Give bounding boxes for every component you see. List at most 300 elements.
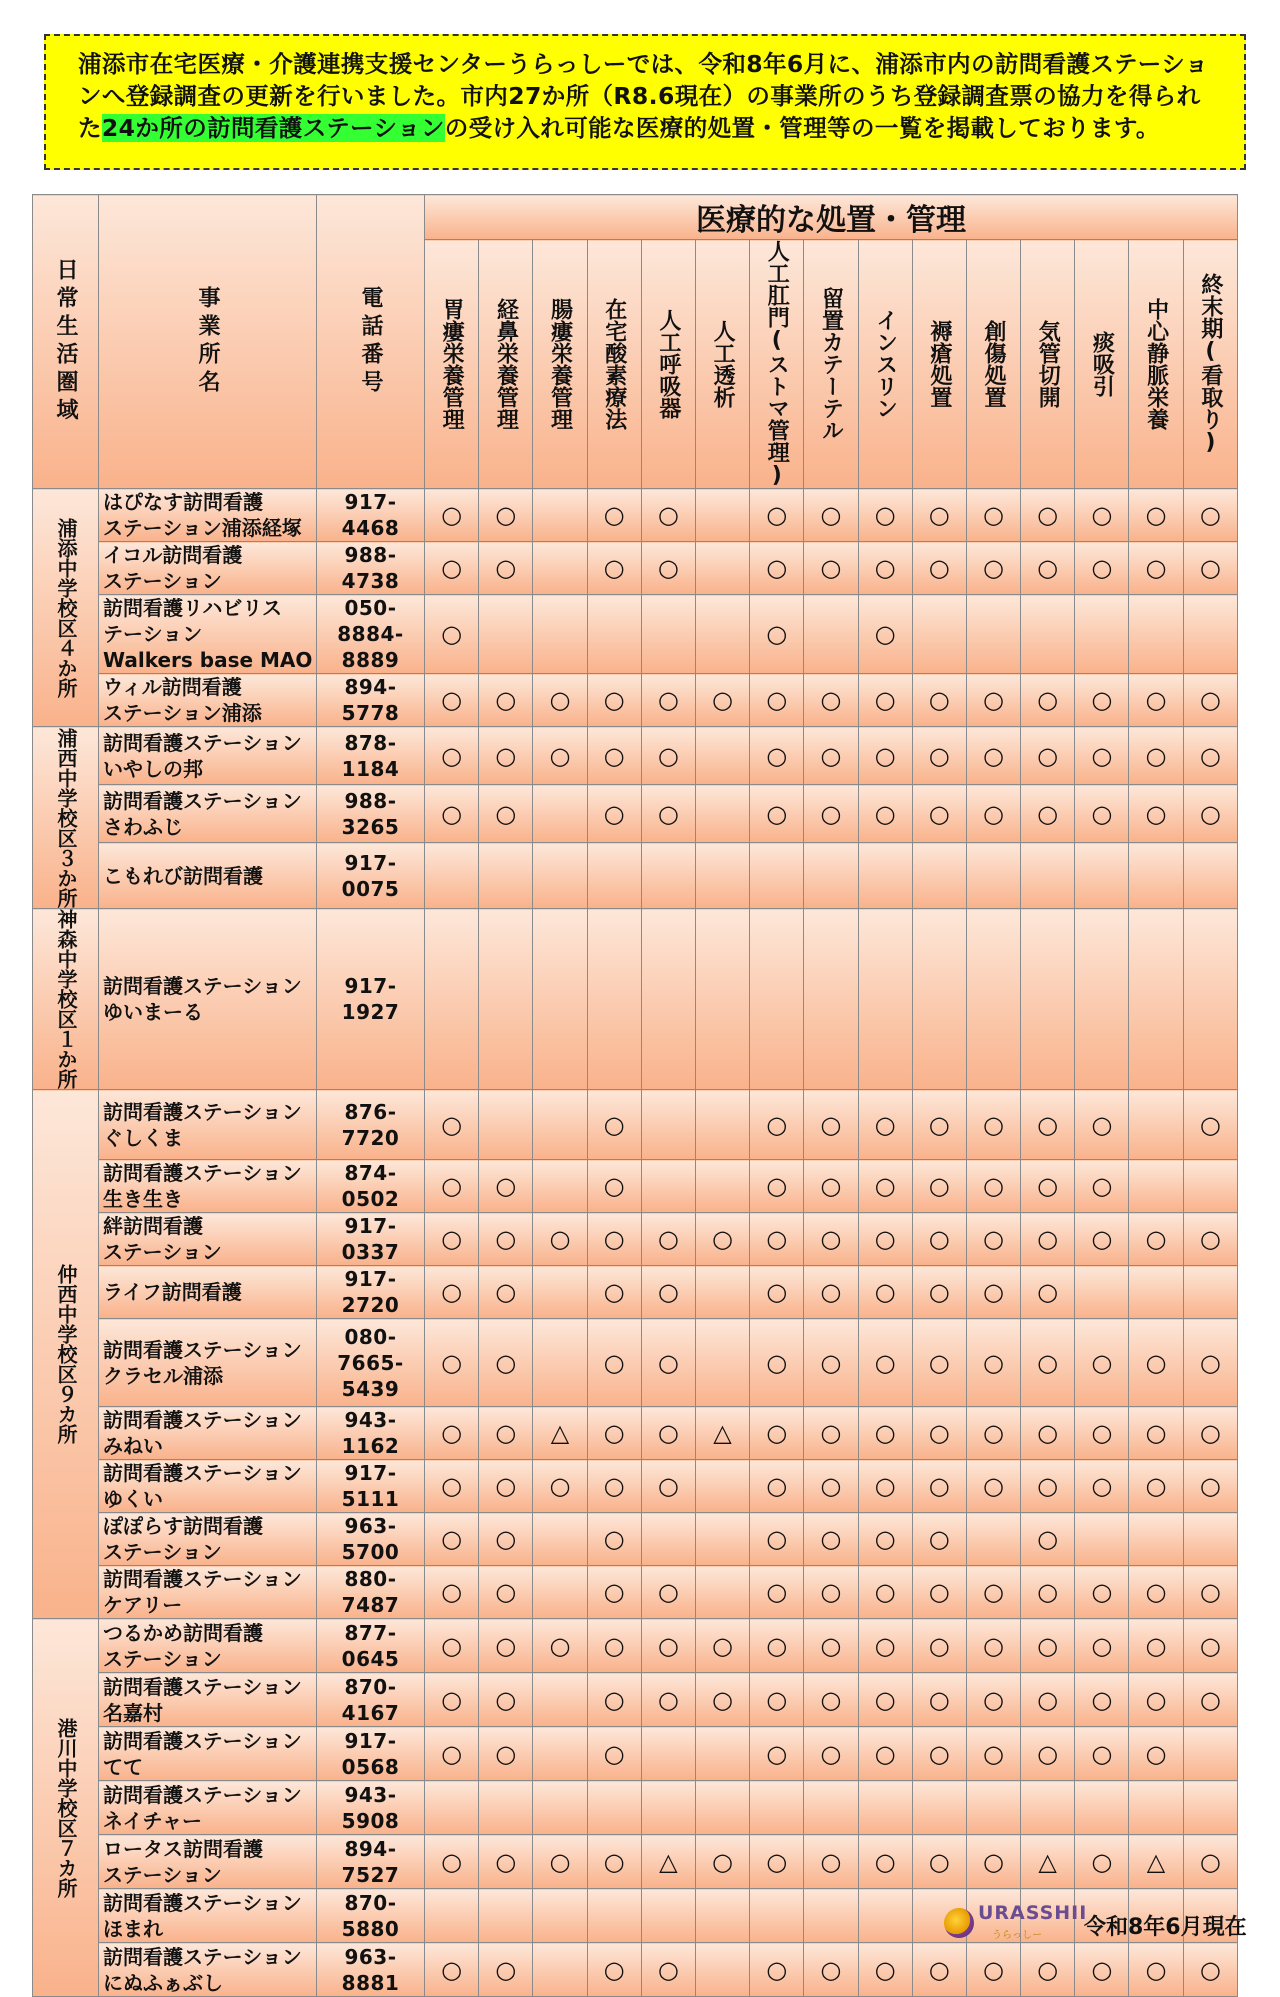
procedure-mark-cell <box>695 1781 749 1835</box>
area-cell: 港川中学校区７カ所 <box>33 1619 99 1997</box>
procedure-mark-cell <box>966 843 1020 909</box>
area-cell: 仲西中学校区９カ所 <box>33 1090 99 1619</box>
procedure-mark-cell <box>641 1889 695 1943</box>
procedure-mark-cell <box>1129 1266 1183 1319</box>
phone-cell <box>317 843 425 909</box>
procedure-mark-cell: ○ <box>479 1943 533 1997</box>
procedure-mark-cell: ○ <box>479 1460 533 1513</box>
procedure-mark-cell: ○ <box>858 1160 912 1213</box>
procedure-mark-cell: ○ <box>1021 1319 1075 1407</box>
procedure-mark-cell: ○ <box>641 785 695 843</box>
procedure-mark-cell <box>695 843 749 909</box>
procedure-mark-cell: ○ <box>1075 542 1129 595</box>
procedure-mark-cell: ○ <box>966 1566 1020 1619</box>
procedure-mark-cell: ○ <box>966 1407 1020 1460</box>
office-name-line: はぴなす訪問看護 <box>103 490 263 514</box>
office-name-line: ぽぽらす訪問看護 <box>103 1514 263 1538</box>
procedure-mark-cell <box>695 1266 749 1319</box>
office-name-line: 訪問看護ステーション <box>103 1461 302 1485</box>
procedure-mark-cell: ○ <box>1183 1460 1237 1513</box>
procedure-mark-cell: ○ <box>425 1673 479 1727</box>
procedure-mark-cell <box>966 1513 1020 1566</box>
procedure-mark-cell: ○ <box>425 1213 479 1266</box>
phone-cell <box>317 1319 425 1407</box>
phone-cell <box>317 727 425 785</box>
procedure-mark-cell <box>858 1889 912 1943</box>
procedure-mark-cell: ○ <box>966 727 1020 785</box>
procedure-mark-cell: ○ <box>1075 1673 1129 1727</box>
procedure-mark-cell: ○ <box>804 489 858 542</box>
office-name-line: ステーション浦添 <box>103 701 262 725</box>
procedure-mark-cell: ○ <box>1021 1566 1075 1619</box>
procedure-header: 経鼻栄養管理 <box>479 240 533 489</box>
table-row <box>33 1266 1238 1319</box>
procedure-mark-cell: ○ <box>587 1319 641 1407</box>
procedure-mark-cell: ○ <box>1129 1943 1183 1997</box>
phone-cell <box>317 1727 425 1781</box>
office-name-line: イコル訪問看護 <box>103 543 243 567</box>
procedure-mark-cell: ○ <box>858 727 912 785</box>
procedure-mark-cell: ○ <box>912 1213 966 1266</box>
office-name-line: 訪問看護ステーション <box>103 730 302 755</box>
procedure-mark-cell: ○ <box>966 674 1020 727</box>
office-name-cell <box>99 1407 317 1460</box>
office-name-line: つるかめ訪問看護 <box>103 1620 263 1645</box>
procedure-mark-cell: ○ <box>587 1727 641 1781</box>
procedure-mark-cell: ○ <box>804 1619 858 1673</box>
procedure-mark-cell: ○ <box>479 1566 533 1619</box>
table-row <box>33 1943 1238 1997</box>
phone-cell <box>317 1407 425 1460</box>
procedure-mark-cell: ○ <box>858 1319 912 1407</box>
procedure-mark-cell: ○ <box>695 674 749 727</box>
procedure-mark-cell: ○ <box>479 1727 533 1781</box>
procedure-mark-cell: ○ <box>587 489 641 542</box>
procedure-mark-cell: ○ <box>912 1513 966 1566</box>
procedure-mark-cell <box>533 1266 587 1319</box>
procedure-mark-cell <box>533 1513 587 1566</box>
procedure-mark-cell <box>1183 843 1237 909</box>
procedure-mark-cell <box>1183 909 1237 1090</box>
procedure-mark-cell: ○ <box>425 1835 479 1889</box>
procedure-mark-cell: ○ <box>1021 1407 1075 1460</box>
procedure-mark-cell <box>533 1319 587 1407</box>
procedure-mark-cell <box>641 1781 695 1835</box>
table-row <box>33 1566 1238 1619</box>
procedure-mark-cell <box>1129 1513 1183 1566</box>
procedure-mark-cell: ○ <box>1183 674 1237 727</box>
procedure-mark-cell <box>750 1889 804 1943</box>
office-name-line: 訪問看護リハビリス <box>103 596 282 620</box>
procedure-mark-cell <box>533 1090 587 1160</box>
procedure-mark-cell: ○ <box>1129 785 1183 843</box>
phone-line: 877-0645 <box>341 1620 400 1671</box>
procedure-mark-cell: ○ <box>1075 785 1129 843</box>
procedure-mark-cell <box>695 1319 749 1407</box>
procedure-mark-cell: ○ <box>804 1319 858 1407</box>
procedure-mark-cell <box>1021 843 1075 909</box>
office-name-cell <box>99 1943 317 1997</box>
phone-cell <box>317 1460 425 1513</box>
procedure-mark-cell <box>533 1673 587 1727</box>
procedure-mark-cell <box>695 1566 749 1619</box>
procedure-mark-cell: ○ <box>1183 489 1237 542</box>
procedure-mark-cell: ○ <box>912 674 966 727</box>
office-name-cell <box>99 1319 317 1407</box>
office-name-line: 絆訪問看護 <box>103 1214 203 1238</box>
procedure-mark-cell: ○ <box>912 1460 966 1513</box>
procedure-mark-cell: ○ <box>479 542 533 595</box>
phone-cell <box>317 1835 425 1889</box>
logo-mark-icon <box>944 1908 974 1938</box>
phone-line: 943-1162 <box>341 1408 400 1458</box>
procedure-mark-cell: ○ <box>587 785 641 843</box>
procedure-mark-cell: ○ <box>858 674 912 727</box>
procedure-mark-cell: ○ <box>425 674 479 727</box>
procedure-mark-cell: ○ <box>425 489 479 542</box>
procedure-mark-cell: ○ <box>587 1407 641 1460</box>
office-name-line: いやしの邦 <box>103 756 203 781</box>
procedure-mark-cell: ○ <box>750 1160 804 1213</box>
office-name-line: ネイチャー <box>103 1808 202 1833</box>
procedure-mark-cell: ○ <box>587 1266 641 1319</box>
procedure-mark-cell: ○ <box>479 1266 533 1319</box>
procedure-mark-cell: ○ <box>750 1727 804 1781</box>
procedure-mark-cell: ○ <box>750 727 804 785</box>
procedure-mark-cell: ○ <box>804 674 858 727</box>
phone-line: 917-0568 <box>341 1728 400 1779</box>
procedure-mark-cell: ○ <box>425 727 479 785</box>
office-name-line: ゆくい <box>103 1487 163 1511</box>
procedure-mark-cell <box>533 1781 587 1835</box>
table-row <box>33 674 1238 727</box>
procedure-mark-cell <box>695 542 749 595</box>
office-name-cell <box>99 1266 317 1319</box>
procedure-mark-cell: ○ <box>858 1943 912 1997</box>
procedure-mark-cell <box>533 1727 587 1781</box>
procedure-mark-cell: ○ <box>425 1727 479 1781</box>
procedure-mark-cell: ○ <box>533 1619 587 1673</box>
phone-line: 050- <box>344 596 397 620</box>
procedure-mark-cell <box>858 1781 912 1835</box>
procedure-mark-cell: ○ <box>858 489 912 542</box>
procedure-mark-cell <box>1075 909 1129 1090</box>
office-name-line: さわふじ <box>103 814 183 839</box>
table-row <box>33 785 1238 843</box>
office-name-line: ゆいまーる <box>103 1000 203 1024</box>
procedure-mark-cell: ○ <box>1129 1566 1183 1619</box>
office-name-line: ステーション <box>103 1862 222 1887</box>
procedure-mark-cell: ○ <box>1075 1407 1129 1460</box>
procedure-mark-cell: ○ <box>966 1460 1020 1513</box>
phone-cell <box>317 542 425 595</box>
phone-line: 963-8881 <box>341 1944 400 1995</box>
phone-cell <box>317 1090 425 1160</box>
procedure-mark-cell: ○ <box>587 1673 641 1727</box>
table-row <box>33 1460 1238 1513</box>
procedure-mark-cell: ○ <box>1129 1407 1183 1460</box>
procedure-mark-cell: ○ <box>695 1619 749 1673</box>
procedure-mark-cell <box>1129 1160 1183 1213</box>
phone-cell <box>317 909 425 1090</box>
procedure-mark-cell: ○ <box>750 542 804 595</box>
procedure-mark-cell: ○ <box>1021 1673 1075 1727</box>
procedure-mark-cell: ○ <box>1075 1619 1129 1673</box>
procedure-header: 褥瘡処置 <box>912 240 966 489</box>
procedure-mark-cell: ○ <box>1183 1943 1237 1997</box>
procedure-header: 創傷処置 <box>966 240 1020 489</box>
procedure-mark-cell: ○ <box>912 1673 966 1727</box>
procedure-mark-cell <box>1075 595 1129 674</box>
procedure-mark-cell: ○ <box>750 1566 804 1619</box>
office-name-line: 訪問看護ステーション <box>103 1728 302 1753</box>
procedure-mark-cell: ○ <box>587 1213 641 1266</box>
phone-cell <box>317 1889 425 1943</box>
office-name-cell <box>99 1673 317 1727</box>
procedure-mark-cell: ○ <box>804 1835 858 1889</box>
procedure-mark-cell <box>425 909 479 1090</box>
procedure-mark-cell: ○ <box>587 674 641 727</box>
procedure-mark-cell: ○ <box>858 542 912 595</box>
procedure-mark-cell: ○ <box>1129 1319 1183 1407</box>
procedure-mark-cell: ○ <box>966 542 1020 595</box>
procedure-mark-cell: ○ <box>641 727 695 785</box>
procedure-header: 中心静脈栄養 <box>1129 240 1183 489</box>
procedure-mark-cell: ○ <box>533 1213 587 1266</box>
procedure-mark-cell: ○ <box>912 1835 966 1889</box>
procedure-mark-cell: ○ <box>1021 1619 1075 1673</box>
procedure-mark-cell: ○ <box>912 1727 966 1781</box>
procedure-mark-cell <box>912 1781 966 1835</box>
procedure-mark-cell: ○ <box>750 1090 804 1160</box>
procedure-mark-cell: ○ <box>858 1513 912 1566</box>
procedure-mark-cell: ○ <box>587 1943 641 1997</box>
as-of-date: 令和8年6月現在 <box>1084 1915 1247 1940</box>
procedure-mark-cell <box>858 843 912 909</box>
procedure-mark-cell: ○ <box>1129 1673 1183 1727</box>
office-name-cell <box>99 1460 317 1513</box>
procedure-mark-cell: ○ <box>479 1213 533 1266</box>
procedure-mark-cell <box>1183 1160 1237 1213</box>
procedure-mark-cell <box>804 1781 858 1835</box>
procedure-mark-cell: ○ <box>1129 1460 1183 1513</box>
notice-text-before: 浦添市在宅医療・介護連携支援センターうらっしーでは、令和8年6月に、浦添市内の訪問看護ステーションへ登録調査の更新を行いました。市内27か所（R8.6現在）の事業所のうち登録調査票の協力を得られた <box>78 50 1209 142</box>
procedure-mark-cell <box>1129 909 1183 1090</box>
procedure-mark-cell: △ <box>641 1835 695 1889</box>
procedure-mark-cell: ○ <box>479 1513 533 1566</box>
procedure-mark-cell: ○ <box>804 1090 858 1160</box>
procedure-mark-cell: △ <box>1129 1835 1183 1889</box>
procedure-mark-cell: ○ <box>1075 1943 1129 1997</box>
table-row <box>33 1090 1238 1160</box>
table-row <box>33 1213 1238 1266</box>
procedure-mark-cell: ○ <box>858 595 912 674</box>
procedure-mark-cell <box>641 1160 695 1213</box>
table-row <box>33 1160 1238 1213</box>
office-name-line: Walkers base MAO <box>103 648 313 672</box>
table-row <box>33 1619 1238 1673</box>
procedure-mark-cell: ○ <box>1183 1566 1237 1619</box>
procedure-mark-cell <box>695 1727 749 1781</box>
procedure-mark-cell: ○ <box>641 1213 695 1266</box>
procedure-mark-cell: ○ <box>425 1090 479 1160</box>
office-name-line: クラセル浦添 <box>103 1363 223 1388</box>
office-name-line: 訪問看護ステーション <box>103 1567 302 1591</box>
procedure-mark-cell: ○ <box>1129 674 1183 727</box>
phone-line: 988-3265 <box>341 788 400 839</box>
procedure-mark-cell: ○ <box>1021 1513 1075 1566</box>
procedure-mark-cell <box>479 1781 533 1835</box>
office-name-line: 生き生き <box>103 1187 183 1211</box>
office-name-cell <box>99 909 317 1090</box>
procedure-mark-cell: ○ <box>587 1160 641 1213</box>
table-row <box>33 1319 1238 1407</box>
logo-text: URASSHII <box>978 1902 1088 1924</box>
procedure-mark-cell: ○ <box>695 1835 749 1889</box>
procedure-mark-cell <box>479 595 533 674</box>
office-name-cell <box>99 843 317 909</box>
procedure-mark-cell <box>1183 1781 1237 1835</box>
procedure-mark-cell <box>695 785 749 843</box>
procedure-mark-cell: ○ <box>750 1266 804 1319</box>
procedure-mark-cell: △ <box>1021 1835 1075 1889</box>
procedure-mark-cell: ○ <box>1075 1727 1129 1781</box>
procedure-mark-cell <box>1183 595 1237 674</box>
office-name-line: 訪問看護ステーション <box>103 1161 302 1185</box>
table-row <box>33 1727 1238 1781</box>
phone-line: 917-0075 <box>341 850 400 901</box>
procedure-mark-cell <box>1075 1781 1129 1835</box>
procedure-mark-cell: ○ <box>912 1619 966 1673</box>
office-name-line: 訪問看護ステーション <box>103 1890 302 1915</box>
procedure-mark-cell: ○ <box>750 1213 804 1266</box>
procedure-header: 腸瘻栄養管理 <box>533 240 587 489</box>
procedure-mark-cell: ○ <box>587 1090 641 1160</box>
office-name-line: ステーション <box>103 1240 222 1264</box>
phone-cell <box>317 785 425 843</box>
procedure-mark-cell: ○ <box>1075 1213 1129 1266</box>
procedure-mark-cell <box>695 1160 749 1213</box>
procedure-mark-cell: ○ <box>425 1513 479 1566</box>
procedure-mark-cell: ○ <box>912 542 966 595</box>
procedure-mark-cell: ○ <box>425 1619 479 1673</box>
procedure-mark-cell <box>533 785 587 843</box>
procedure-mark-cell: ○ <box>858 785 912 843</box>
procedure-mark-cell: ○ <box>425 1943 479 1997</box>
procedure-mark-cell: ○ <box>1075 1160 1129 1213</box>
phone-cell <box>317 595 425 674</box>
office-name-line: ステーション浦添経塚 <box>103 516 302 540</box>
procedure-mark-cell: ○ <box>858 1090 912 1160</box>
office-name-cell <box>99 1727 317 1781</box>
procedure-mark-cell: ○ <box>966 1213 1020 1266</box>
logo-subtext: うらっしー <box>992 1930 1042 1941</box>
procedure-mark-cell: ○ <box>912 489 966 542</box>
procedure-mark-cell: ○ <box>425 542 479 595</box>
procedure-mark-cell: ○ <box>966 1090 1020 1160</box>
procedure-mark-cell <box>750 1781 804 1835</box>
procedure-mark-cell: ○ <box>804 785 858 843</box>
procedure-mark-cell: ○ <box>1075 1566 1129 1619</box>
procedure-mark-cell: ○ <box>425 1266 479 1319</box>
office-name-cell <box>99 489 317 542</box>
procedure-mark-cell: ○ <box>804 1407 858 1460</box>
table-row <box>33 909 1238 1090</box>
office-name-cell <box>99 1781 317 1835</box>
procedure-mark-cell: ○ <box>966 1727 1020 1781</box>
procedure-mark-cell: ○ <box>479 1319 533 1407</box>
procedure-mark-cell <box>425 843 479 909</box>
procedure-mark-cell: ○ <box>425 1319 479 1407</box>
procedure-mark-cell: ○ <box>912 1566 966 1619</box>
procedure-mark-cell: ○ <box>1021 1160 1075 1213</box>
office-name-line: ほまれ <box>103 1916 163 1941</box>
procedure-mark-cell <box>641 1090 695 1160</box>
procedure-mark-cell: ○ <box>750 1673 804 1727</box>
procedure-mark-cell: ○ <box>533 1460 587 1513</box>
procedure-mark-cell: △ <box>695 1407 749 1460</box>
procedure-mark-cell: ○ <box>1183 1835 1237 1889</box>
procedure-mark-cell <box>1075 1513 1129 1566</box>
table-row <box>33 1513 1238 1566</box>
procedure-mark-cell <box>804 909 858 1090</box>
procedure-mark-cell: ○ <box>750 1319 804 1407</box>
procedure-mark-cell: ○ <box>1021 674 1075 727</box>
procedure-mark-cell: ○ <box>1021 785 1075 843</box>
notice-highlight: 24か所の訪問看護ステーション <box>101 114 445 142</box>
office-name-line: 訪問看護ステーション <box>103 788 302 813</box>
office-name-line: ぐしくま <box>103 1125 183 1150</box>
procedure-mark-cell: ○ <box>1183 1619 1237 1673</box>
area-cell: 浦西中学校区３か所 <box>33 727 99 909</box>
procedure-mark-cell: ○ <box>1075 1460 1129 1513</box>
procedure-mark-cell: ○ <box>858 1619 912 1673</box>
procedure-mark-cell: ○ <box>804 1566 858 1619</box>
procedure-mark-cell: ○ <box>966 1266 1020 1319</box>
procedure-mark-cell: ○ <box>804 1266 858 1319</box>
procedure-mark-cell <box>804 843 858 909</box>
notice-box <box>44 34 1246 170</box>
procedure-mark-cell: ○ <box>1075 674 1129 727</box>
procedure-mark-cell: ○ <box>587 1835 641 1889</box>
procedure-mark-cell <box>695 1513 749 1566</box>
procedure-mark-cell: ○ <box>641 1460 695 1513</box>
procedure-mark-cell: ○ <box>1075 1319 1129 1407</box>
procedure-mark-cell: ○ <box>858 1407 912 1460</box>
footer <box>944 1896 1264 1946</box>
procedure-mark-cell: ○ <box>425 1160 479 1213</box>
office-name-cell <box>99 1213 317 1266</box>
procedure-mark-cell <box>804 595 858 674</box>
procedure-mark-cell: ○ <box>479 1160 533 1213</box>
procedure-header: 人工透析 <box>695 240 749 489</box>
procedure-mark-cell: ○ <box>1021 1460 1075 1513</box>
phone-line: 894-5778 <box>341 675 400 725</box>
office-name-line: てて <box>103 1754 143 1779</box>
procedure-mark-cell <box>641 1513 695 1566</box>
header-procedures-title: 医療的な処置・管理 <box>425 195 1238 240</box>
procedure-mark-cell: ○ <box>1129 542 1183 595</box>
procedure-header: 終末期(看取り) <box>1183 240 1237 489</box>
procedure-mark-cell: ○ <box>1183 1673 1237 1727</box>
procedure-mark-cell <box>533 595 587 674</box>
notice-text-after: の受け入れ可能な医療的処置・管理等の一覧を掲載しております。 <box>444 114 1160 142</box>
phone-line: 878-1184 <box>341 730 400 781</box>
procedure-mark-cell: ○ <box>641 489 695 542</box>
procedure-mark-cell <box>695 1943 749 1997</box>
procedure-mark-cell: ○ <box>1183 1319 1237 1407</box>
procedure-mark-cell <box>641 843 695 909</box>
